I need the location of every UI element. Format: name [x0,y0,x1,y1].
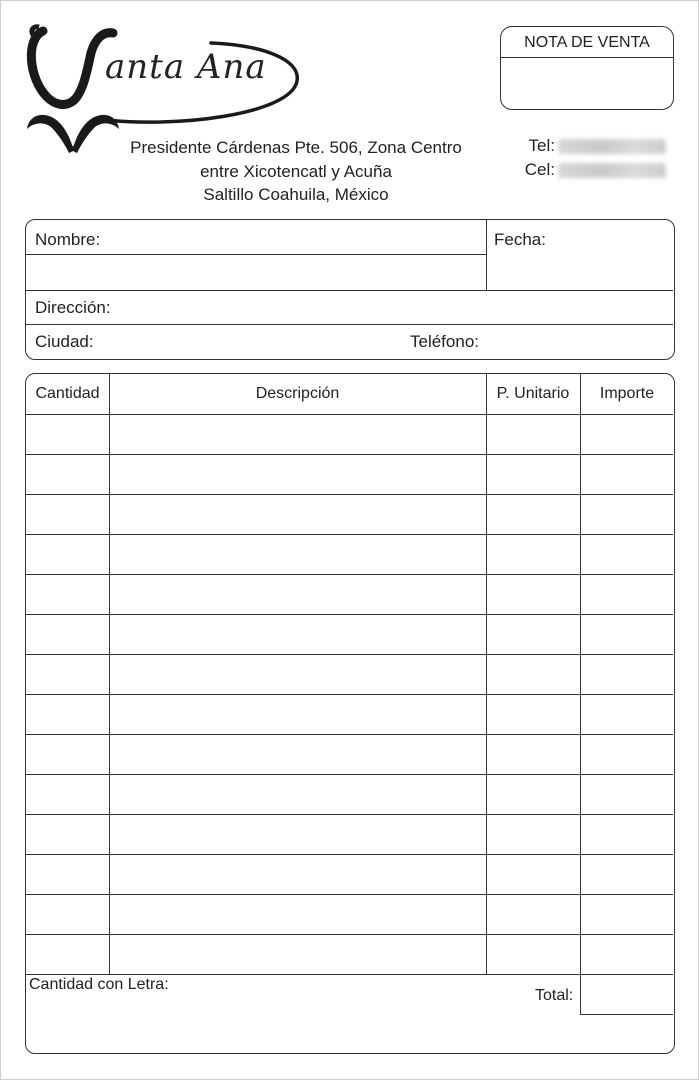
table-row [26,454,673,494]
grid-line [580,1014,673,1015]
cantidad-con-letra-label: Cantidad con Letra: [29,976,169,993]
nota-de-venta-box [500,26,674,110]
table-row [26,534,673,574]
col-importe: Importe [599,385,655,402]
table-row [26,934,673,974]
cel-value-redacted [558,163,666,178]
divider [26,254,486,255]
total-label: Total: [535,987,574,1004]
address-block [111,136,481,207]
table-row [26,494,673,534]
tel-line [512,136,666,156]
tel-label: Tel: [528,136,555,155]
grid-line [26,974,673,975]
address-line-1: Presidente Cárdenas Pte. 506, Zona Centro [130,138,462,157]
table-row [26,814,673,854]
cel-label: Cel: [524,160,555,179]
nota-title: NOTA DE VENTA [501,27,673,58]
table-row [26,854,673,894]
divider [26,290,673,291]
items-table [25,373,675,1054]
address-line-3: Saltillo Coahuila, México [203,185,389,204]
table-row [26,734,673,774]
telefono-label: Teléfono: [410,332,479,351]
table-row [26,414,673,454]
cel-line [512,160,666,180]
tel-value-redacted [558,139,666,154]
table-row [26,694,673,734]
nombre-label: Nombre: [35,230,101,249]
brand-name: anta Ana [105,47,267,87]
direccion-label: Dirección: [35,298,111,317]
col-descripcion: Descripción [255,385,340,402]
address-line-2: entre Xicotencatl y Acuña [200,161,392,181]
table-row [26,574,673,614]
customer-info-box [25,219,675,360]
table-row [26,774,673,814]
table-row [26,894,673,934]
table-row [26,654,673,694]
col-cantidad: Cantidad [35,385,100,402]
ciudad-label: Ciudad: [35,332,94,351]
divider [26,324,673,325]
col-precio-unitario: P. Unitario [496,385,570,402]
fecha-label: Fecha: [494,230,546,249]
table-row [26,614,673,654]
divider [486,220,487,290]
